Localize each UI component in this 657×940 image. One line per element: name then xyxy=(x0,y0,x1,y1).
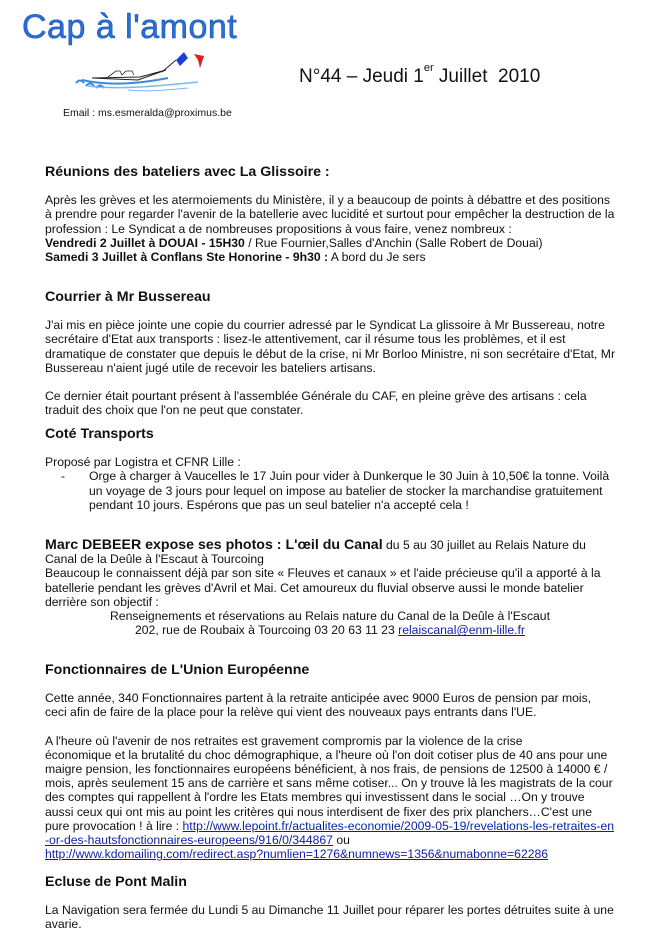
text-line: A l'heure où l'avenir de nos retraites est gravement compromis par la violence de la crise xyxy=(45,733,523,748)
event-place: / Rue Fournier,Salles d'Anchin (Salle Robert de Douai) xyxy=(244,235,543,250)
section-ecluse xyxy=(45,875,615,932)
kdomailing-link[interactable]: http://www.kdomailing.com/redirect.asp?numlien=1276&numnews=1356&numabonne=62286 xyxy=(45,847,549,862)
issue-info xyxy=(299,62,541,88)
section-reunions xyxy=(45,165,615,264)
section-fonctionnaires xyxy=(45,663,615,861)
section-text: Ce dernier était pourtant présent à l'assemblée Générale du CAF, en pleine grève des artisans : cela traduit des choix que l'on ne peut que constater. xyxy=(45,389,587,418)
issue-sup: er xyxy=(423,62,434,74)
event-line xyxy=(45,250,615,264)
masthead-title: Cap à l'amont xyxy=(22,8,238,46)
text-body: économique et la brutalité du choc démographique, a l'heure où l'on doit cotiser plus de 40 ans pour une maigre pension, les fonctionnaires européens bénéficient, à nos frais, de pensions de 12500 à 14000 € / mois, après seulement 15 ans de carrière et sans même cotiser... On y trouve là les magistrats de la cour des comptes qui rappellent à l'ordre les Etats membres qui investissent dans le social …On y trouve aussi ceux qui ont mis au point les critères qui nous interdisent de fixer des prix planchers…C'est une pure provocation ! à lire : xyxy=(45,747,613,833)
info-line: Renseignements et réservations au Relais nature du Canal de la Deûle à l'Escaut xyxy=(110,609,550,624)
section-heading: Réunions des bateliers avec La Glissoire : xyxy=(45,164,330,180)
lepoint-article-link[interactable]: http://www.lepoint.fr/actualites-economie/2009-05-19/revelations-les-retraites-en-or-des-hautsfonctionnaires-europeens/916/0/344867 xyxy=(45,818,615,848)
boat-with-french-flag-icon xyxy=(68,50,208,100)
event-line xyxy=(45,236,615,250)
or-text: ou xyxy=(332,833,350,848)
section-heading: Ecluse de Pont Malin xyxy=(45,874,187,890)
issue-date: Juillet 2010 xyxy=(433,66,541,87)
section-text: Proposé par Logistra et CFNR Lille : xyxy=(45,455,241,470)
address-phone: 202, rue de Roubaix à Tourcoing 03 20 63 11 23 xyxy=(135,623,399,638)
section-heading-line xyxy=(45,538,615,566)
list-item-text: Orge à charger à Vaucelles le 17 Juin pour vider à Dunkerque le 30 Juin à 10,50€ la tonne. Voilà un voyage de 3 jours pour lequel on impose au batelier de stocker la marchandise gratuitement pendant 10 jours. Espérons que pas un seul batelier n'a accepté cela ! xyxy=(89,469,610,512)
info-line xyxy=(45,623,615,637)
section-heading: Marc DEBEER expose ses photos : L'œil du Canal xyxy=(45,537,383,553)
section-transports xyxy=(45,427,615,512)
section-debeer xyxy=(45,538,615,637)
email-link[interactable]: relaiscanal@enm-lille.fr xyxy=(398,623,525,638)
section-text: J'ai mis en pièce jointe une copie du courrier adressé par le Syndicat La glissoire à Mr Bussereau, notre secrétaire d'Etat aux transports : lisez-le attentivement, car il résume tous les problèmes, et il est dramatique de constater que depuis le début de la crise, ni Mr Borloo Ministre, ni son secrétaire d'Etat, Mr Bussereau n'aient jugé utile de recevoir les bateliers artisans. xyxy=(45,318,616,375)
event-date: Samedi 3 Juillet à Conflans Ste Honorine - 9h30 : xyxy=(45,250,329,265)
section-text: Après les grèves et les atermoiements du Ministère, il y a beaucoup de points à débattre et des positions à prendre pour regarder l'avenir de la batellerie avec lucidité et surtout pour empêcher la destruction de la profession : Le Syndicat a de nombreuses propositions à vous faire, venez nombreux : xyxy=(45,193,615,236)
section-heading-detail: du 5 au 30 juillet au Relais Nature du Canal de la Deûle à l'Escaut à Tourcoing xyxy=(45,538,586,567)
section-text: Cette année, 340 Fonctionnaires partent à la retraite anticipée avec 9000 Euros de pension par mois, ceci afin de faire de la place pour la relève qui vient des nouveaux pays entrants dans l'UE. xyxy=(45,691,592,720)
section-courrier xyxy=(45,290,615,417)
section-text xyxy=(45,734,615,862)
section-heading: Fonctionnaires de L'Union Européenne xyxy=(45,662,310,678)
issue-number: N°44 – Jeudi 1 xyxy=(299,66,424,87)
bullet-dash: - xyxy=(61,469,66,484)
event-date: Vendredi 2 Juillet à DOUAI - 15H30 xyxy=(45,235,245,250)
list-item xyxy=(61,469,615,512)
section-text: Beaucoup le connaissent déjà par son site « Fleuves et canaux » et l'aide précieuse qu'il a apporté à la batellerie pendant les grèves d'Avril et Mai. Cet amoureux du fluvial observe aussi le monde batelier derrière son objectif : xyxy=(45,566,601,609)
event-place: A bord du Je sers xyxy=(328,250,426,265)
section-heading: Coté Transports xyxy=(45,426,154,442)
section-text: La Navigation sera fermée du Lundi 5 au Dimanche 11 Juillet pour réparer les portes détruites suite à une avarie. xyxy=(45,903,614,932)
section-heading: Courrier à Mr Bussereau xyxy=(45,289,211,305)
contact-email: Email : ms.esmeralda@proximus.be xyxy=(63,107,232,119)
